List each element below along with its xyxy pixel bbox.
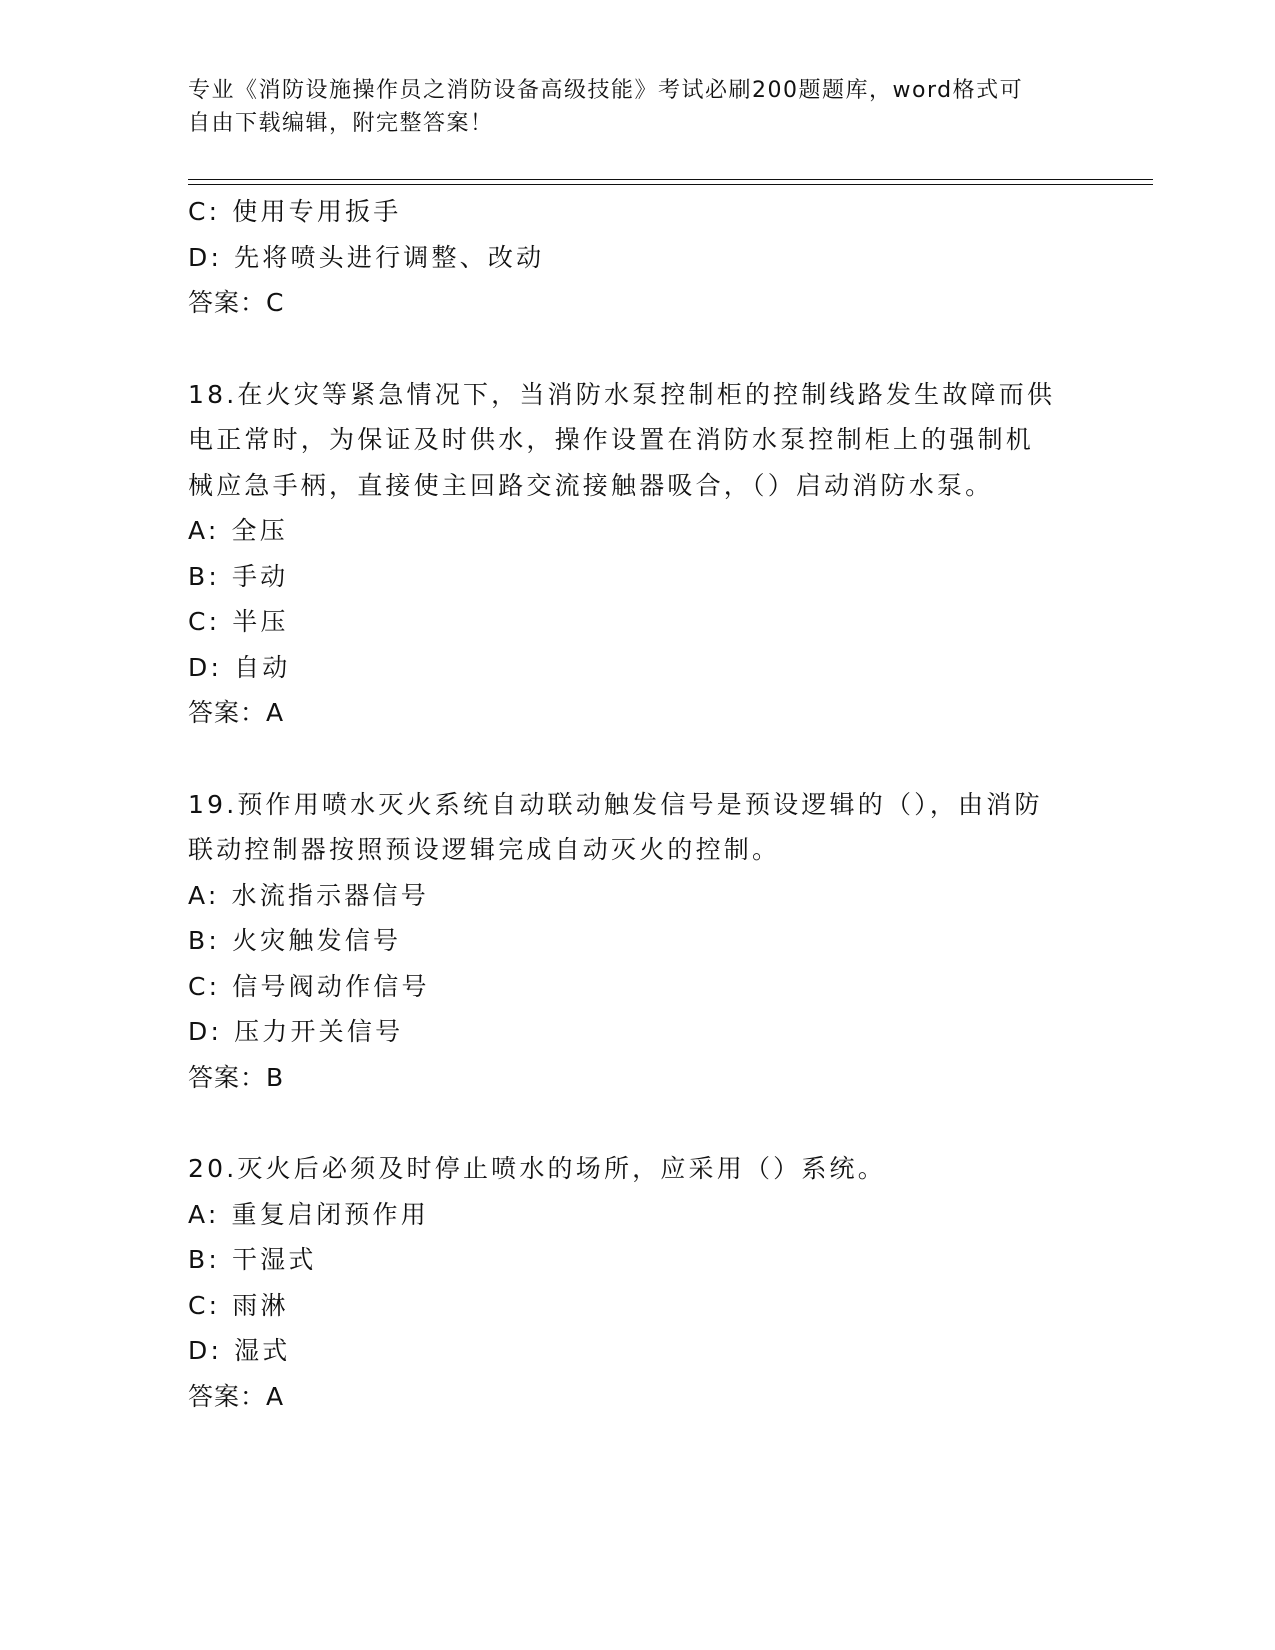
option-key: C: — [188, 1290, 221, 1320]
option-text: 水流指示器信号 — [231, 880, 429, 910]
answer-line: 答案：A — [188, 1381, 285, 1411]
option-key: D: — [188, 1017, 223, 1046]
option-b — [188, 918, 1088, 964]
option-key: D: — [188, 1336, 223, 1365]
option-text: 雨淋 — [232, 1290, 289, 1320]
header-divider-bottom — [188, 184, 1153, 185]
spacer — [188, 736, 1088, 782]
header-title-line-2: 自由下载编辑，附完整答案！ — [188, 111, 494, 136]
option-key: D: — [188, 652, 223, 682]
question-stem-line: 械应急手柄，直接使主回路交流接触器吸合，（）启动消防水泵。 — [188, 470, 994, 500]
option-d — [188, 1328, 1088, 1374]
header-title-line-1: 专业《消防设施操作员之消防设备高级技能》考试必刷200题题库，word格式可 — [188, 78, 1024, 103]
question-20-block — [188, 1146, 1088, 1419]
option-text: 重复启闭预作用 — [231, 1199, 429, 1229]
option-key: C: — [188, 971, 221, 1001]
option-text: 信号阀动作信号 — [232, 971, 430, 1001]
answer-line: 答案：C — [188, 288, 285, 317]
option-b — [188, 1237, 1088, 1283]
option-b — [188, 554, 1088, 600]
option-c — [188, 599, 1088, 645]
option-text: 使用专用扳手 — [232, 197, 402, 226]
option-key: C: — [188, 607, 221, 636]
option-key: B: — [188, 926, 220, 955]
header-divider-top — [188, 179, 1153, 180]
option-key: D: — [188, 242, 223, 272]
question-18-block — [188, 372, 1088, 736]
question-stem-line: 20.灭火后必须及时停止喷水的场所，应采用（）系统。 — [188, 1154, 886, 1183]
spacer — [188, 1100, 1088, 1146]
option-d — [188, 235, 1088, 281]
option-key: B: — [188, 1245, 220, 1274]
option-text: 压力开关信号 — [234, 1017, 404, 1046]
option-text: 手动 — [231, 561, 289, 591]
question-stem-line: 19.预作用喷水灭火系统自动联动触发信号是预设逻辑的（），由消防 — [188, 789, 1043, 819]
option-key: C: — [188, 197, 221, 226]
option-a — [188, 508, 1088, 554]
option-key: A: — [188, 880, 220, 910]
option-a — [188, 1192, 1088, 1238]
option-text: 火灾触发信号 — [231, 926, 402, 955]
option-text: 先将喷头进行调整、改动 — [234, 242, 545, 272]
option-c — [188, 189, 1088, 235]
option-a — [188, 873, 1088, 919]
question-list — [188, 189, 1088, 1419]
option-c — [188, 1283, 1088, 1329]
document-header — [188, 74, 1088, 140]
question-stem-line: 18.在火灾等紧急情况下，当消防水泵控制柜的控制线路发生故障而供 — [188, 379, 1056, 409]
option-text: 湿式 — [234, 1336, 291, 1365]
question-stem-line: 电正常时，为保证及时供水，操作设置在消防水泵控制柜上的强制机 — [188, 425, 1035, 454]
answer-line: 答案：A — [188, 698, 285, 727]
option-key: A: — [188, 516, 220, 545]
option-text: 半压 — [232, 607, 289, 636]
prev-question-block — [188, 189, 1088, 326]
option-d — [188, 1009, 1088, 1055]
option-d — [188, 645, 1088, 691]
option-c — [188, 964, 1088, 1010]
option-key: B: — [188, 561, 220, 591]
answer-line: 答案：B — [188, 1062, 285, 1092]
spacer — [188, 326, 1088, 372]
option-text: 全压 — [231, 516, 288, 545]
option-key: A: — [188, 1199, 220, 1229]
option-text: 自动 — [234, 652, 291, 682]
question-stem-line: 联动控制器按照预设逻辑完成自动灭火的控制。 — [188, 835, 781, 864]
question-19-block — [188, 782, 1088, 1101]
option-text: 干湿式 — [231, 1245, 317, 1274]
